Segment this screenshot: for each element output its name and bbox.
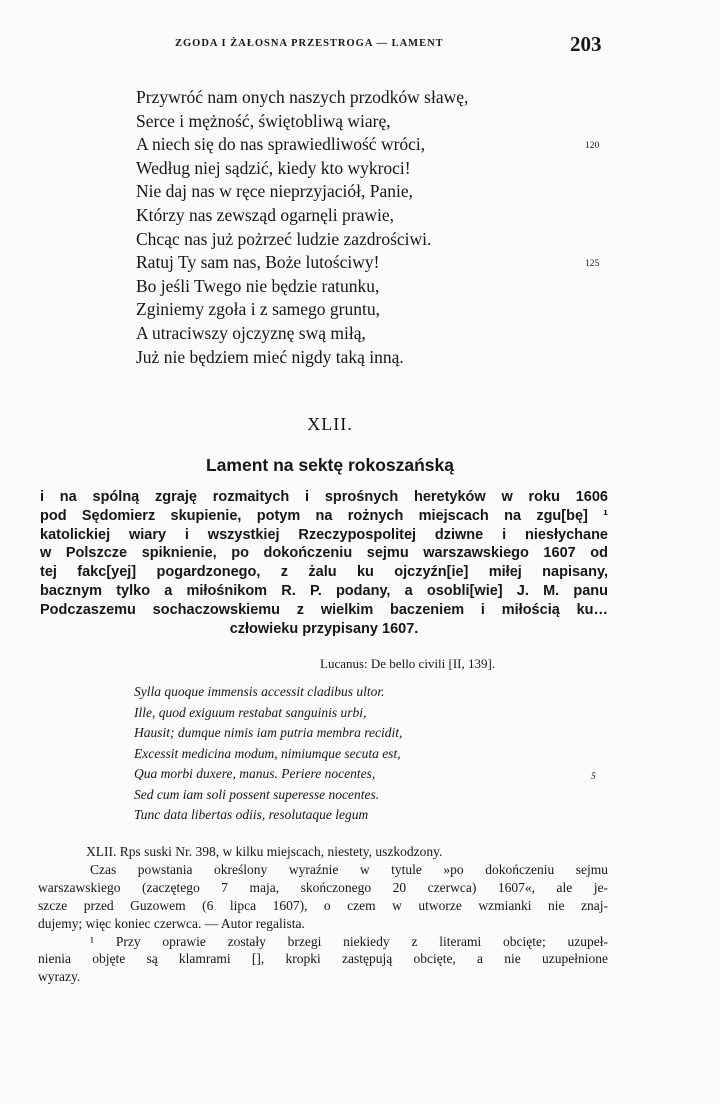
- note-line: szcze przed Guzowem (6 lipca 1607), o czem w utworze wzmianki nie znaj-: [38, 897, 608, 913]
- footnote-line: ¹ Przy oprawie zostały brzegi niekiedy z literami obcięte; uzupeł-: [90, 933, 608, 949]
- epigraph-line: Excessit medicina modum, nimiumque secuta est,: [134, 745, 401, 761]
- subtitle-line: bacznym tylko a miłośnikom R. P. podany, a osobli[wie] J. M. panu: [40, 582, 608, 599]
- epigraph-line: Sed cum iam soli possent superesse nocentes.: [134, 786, 380, 802]
- note-line: Czas powstania określony wyraźnie w tytule »po dokończeniu sejmu: [90, 861, 608, 877]
- subtitle-line: pod Sędomierz skupienie, potym na rożnych miejscach na zgu[bę] ¹: [40, 507, 608, 524]
- page-number: 203: [570, 32, 602, 56]
- poem-subtitle: [40, 488, 608, 638]
- verse-line: Zginiemy zgoła i z samego gruntu,: [136, 299, 380, 320]
- note-line: dujemy; więc koniec czerwca. — Autor regalista.: [38, 915, 305, 931]
- verse-line: Już nie będziem mieć nigdy taką inną.: [136, 346, 404, 367]
- running-head: ZGODA I ŻAŁOSNA PRZESTROGA — LAMENT: [175, 38, 444, 49]
- subtitle-line: katolickiej wiary i wszystkiej Rzeczypospolitej dziwne i niesłychane: [40, 526, 608, 543]
- subtitle-line: człowieku przypisany 1607.: [229, 620, 419, 637]
- poem-title: Lament na sektę rokoszańską: [205, 455, 455, 475]
- subtitle-line: w Polszcze spiknienie, po dokończeniu sejmu warszawskiego 1607 od: [40, 545, 608, 562]
- verse-line: Chcąc nas już pożrzeć ludzie zazdrościwi.: [136, 228, 432, 249]
- line-number: 5: [591, 772, 596, 782]
- note-line: warszawskiego (zaczętego 7 maja, skończonego 20 czerwca) 1607«, ale je-: [38, 879, 608, 895]
- epigraph-line: Ille, quod exiguum restabat sanguinis urbi,: [134, 704, 367, 720]
- verse-line: Bo jeśli Twego nie będzie ratunku,: [136, 275, 380, 296]
- verse-line: Którzy nas zewsząd ogarnęli prawie,: [136, 204, 395, 225]
- subtitle-line: Podczaszemu sochaczowskiemu z wielkim baczeniem i miłością ku…: [40, 601, 608, 618]
- poem-continuation: [136, 86, 616, 369]
- footnote-line: nienia objęte są klamrami [], kropki zastępują obcięte, a nie uzupełnione: [38, 951, 608, 967]
- epigraph-source: Lucanus: De bello civili [II, 139].: [320, 656, 496, 671]
- epigraph: [134, 682, 604, 826]
- verse-line: Serce i mężność, świętobliwą wiarę,: [136, 110, 391, 131]
- epigraph-line: Sylla quoque immensis accessit cladibus ultor.: [134, 684, 385, 699]
- line-number: 125: [585, 259, 600, 270]
- verse-line: Przywróć nam onych naszych przodków sławę,: [136, 87, 469, 107]
- verse-line: Według niej sądzić, kiedy kto wykroci!: [136, 157, 411, 178]
- verse-line: Nie daj nas w ręce nieprzyjaciół, Panie,: [136, 181, 413, 202]
- epigraph-line: Qua morbi duxere, manus. Periere nocentes, 5: [134, 764, 604, 785]
- verse-line: A niech się do nas sprawiedliwość wróci, 120: [136, 133, 616, 157]
- footnote-line: wyrazy.: [38, 969, 81, 985]
- line-number: 120: [585, 141, 600, 152]
- subtitle-line: i na spólną zgraję rozmaitych i sprośnych heretyków w roku 1606: [40, 489, 608, 505]
- epigraph-line: Tunc data libertas odiis, resolutaque legum: [134, 807, 369, 822]
- subtitle-line: tej fakc[yej] pogardzonego, z żalu ku ojczyźn[ie] miłej napisany,: [40, 564, 608, 581]
- section-number: XLII.: [307, 414, 353, 434]
- verse-line: Ratuj Ty sam nas, Boże lutościwy! 125: [136, 251, 616, 275]
- note-line: XLII. Rps suski Nr. 398, w kilku miejscach, niestety, uszkodzony.: [86, 844, 443, 859]
- editorial-notes: [38, 843, 608, 986]
- epigraph-line: Hausit; dumque nimis iam putria membra recidit,: [134, 725, 403, 740]
- verse-line: A utraciwszy ojczyznę swą miłą,: [136, 322, 366, 343]
